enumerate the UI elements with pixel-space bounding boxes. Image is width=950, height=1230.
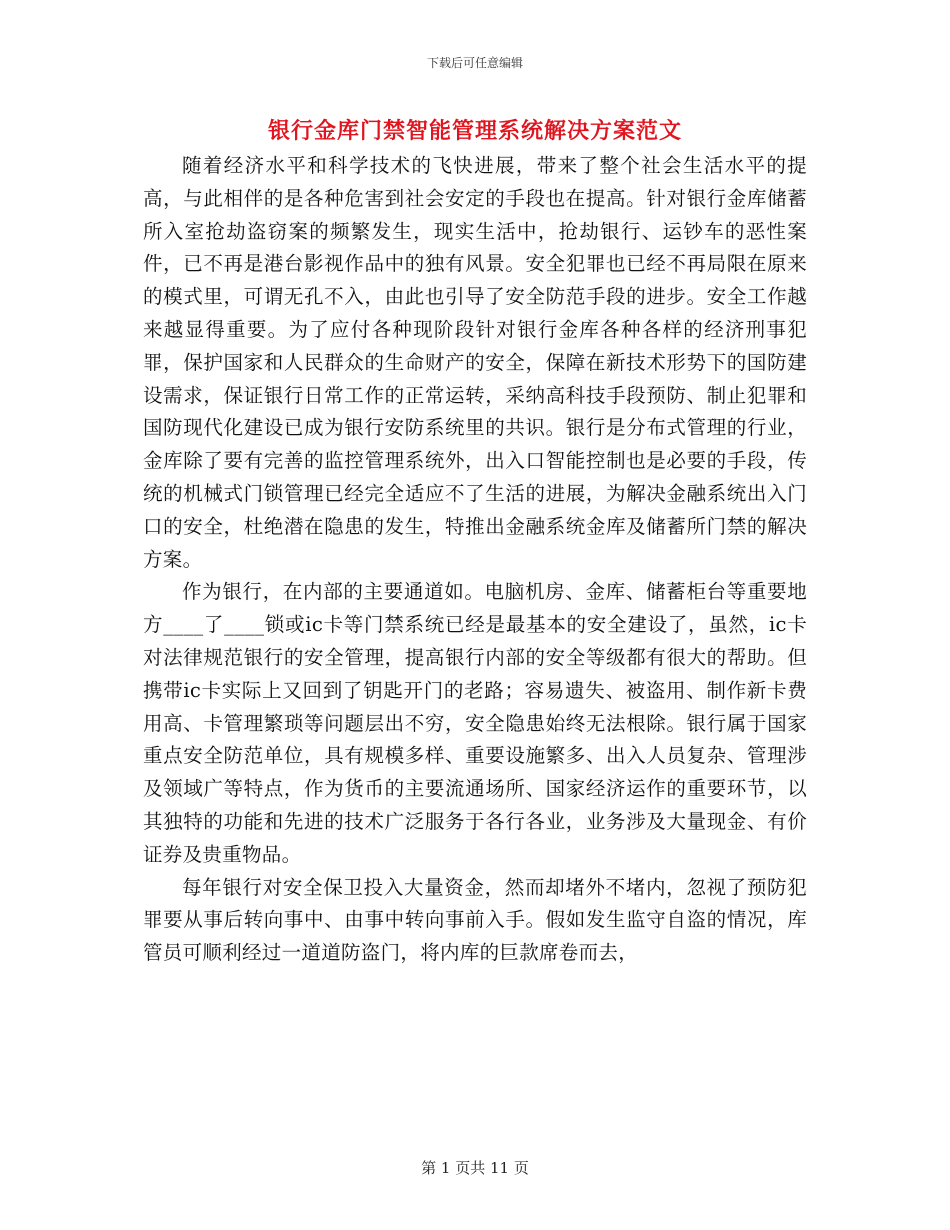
- document-body: [143, 150, 807, 970]
- header-note: 下载后可任意编辑: [426, 56, 523, 70]
- document-title: 银行金库门禁智能管理系统解决方案范文: [267, 118, 682, 144]
- paragraph-2: 作为银行，在内部的主要通道如。电脑机房、金库、储蓄柜台等重要地方____了____锁或ic卡等门禁系统已经是最基本的安全建设了，虽然，ic卡对法律规范银行的安全管理，提高银行内部的安全等级都有很大的帮助。但携带ic卡实际上又回到了钥匙开门的老路；容易遗失、被盗用、制作新卡费用高、卡管理繁琐等问题层出不穷，安全隐患始终无法根除。银行属于国家重点安全防范单位，具有规模多样、重要设施繁多、出入人员复杂、管理涉及领域广等特点，作为货币的主要流通场所、国家经济运作的重要环节，以其独特的功能和先进的技术广泛服务于各行各业，业务涉及大量现金、有价证券及贵重物品。: [143, 580, 807, 866]
- paragraph-3: 每年银行对安全保卫投入大量资金，然而却堵外不堵内，忽视了预防犯罪要从事后转向事中、由事中转向事前入手。假如发生监守自盗的情况，库管员可顺利经过一道道防盗门，将内库的巨款席卷而去，: [143, 875, 807, 965]
- paragraph-1: 随着经济水平和科学技术的飞快进展，带来了整个社会生活水平的提高，与此相伴的是各种危害到社会安定的手段也在提高。针对银行金库储蓄所入室抢劫盗窃案的频繁发生，现实生活中，抢劫银行、运钞车的恶性案件，已不再是港台影视作品中的独有风景。安全犯罪也已经不再局限在原来的模式里，可谓无孔不入，由此也引导了安全防范手段的进步。安全工作越来越显得重要。为了应付各种现阶段针对银行金库各种各样的经济刑事犯罪，保护国家和人民群众的生命财产的安全，保障在新技术形势下的国防建设需求，保证银行日常工作的正常运转，采纳高科技手段预防、制止犯罪和国防现代化建设已成为银行安防系统里的共识。银行是分布式管理的行业，金库除了要有完善的监控管理系统外，出入口智能控制也是必要的手段，传统的机械式门锁管理已经完全适应不了生活的进展，为解决金融系统出入门口的安全，杜绝潜在隐患的发生，特推出金融系统金库及储蓄所门禁的解决方案。: [143, 154, 807, 571]
- page-number-footer: 第 1 页共 11 页: [421, 1159, 529, 1177]
